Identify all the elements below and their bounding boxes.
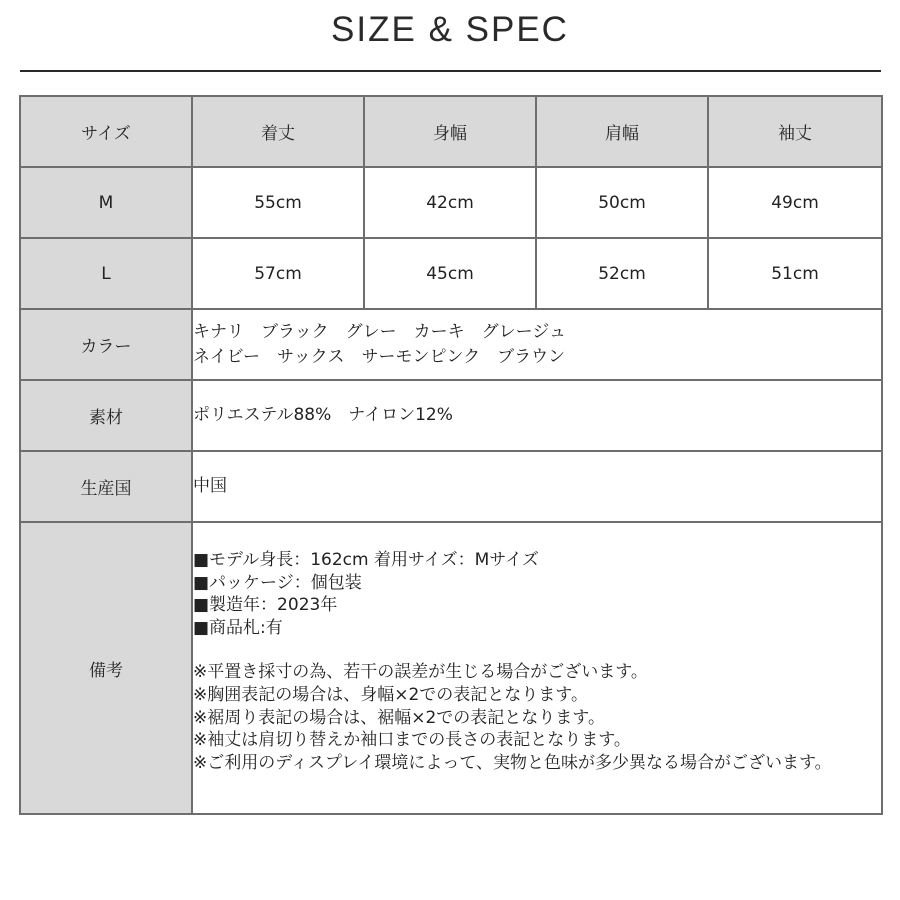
- width-value-cell: 45cm: [364, 238, 536, 309]
- width-header-cell: 身幅: [364, 96, 536, 167]
- origin-value-cell: 中国: [192, 451, 882, 522]
- sleeve-value-cell: 51cm: [708, 238, 882, 309]
- info-line: ■モデル身長：162cm 着用サイズ：Mサイズ: [193, 550, 539, 570]
- origin-label-cell: 生産国: [20, 451, 192, 522]
- title-divider: [20, 70, 881, 72]
- info-line: ■商品札:有: [193, 617, 283, 638]
- remark-line: ※袖丈は肩切り替えか袖口までの長さの表記となります。: [193, 730, 631, 751]
- size-row-m: [20, 167, 882, 238]
- remark-line: ※胸囲表記の場合は、身幅×2での表記となります。: [193, 684, 588, 705]
- remark-line: ※ご利用のディスプレイ環境によって、実物と色味が多少異なる場合がございます。: [193, 752, 832, 773]
- sleeve-header-cell: 袖丈: [708, 96, 882, 167]
- shoulder-value-cell: 52cm: [536, 238, 708, 309]
- sleeve-value-cell: 49cm: [708, 167, 882, 238]
- size-header-cell: サイズ: [20, 96, 192, 167]
- width-value-cell: 42cm: [364, 167, 536, 238]
- length-value-cell: 57cm: [192, 238, 364, 309]
- product-info-list: [193, 549, 881, 639]
- page-title: SIZE & SPEC: [331, 10, 569, 49]
- size-row-l: [20, 238, 882, 309]
- info-line: ■製造年：2023年: [193, 595, 338, 616]
- size-label-cell: M: [20, 167, 192, 238]
- color-label-cell: カラー: [20, 309, 192, 380]
- length-header-cell: 着丈: [192, 96, 364, 167]
- remark-line: ※平置き採寸の為、若干の誤差が生じる場合がございます。: [193, 662, 648, 683]
- notes-row: [20, 522, 882, 814]
- shoulder-value-cell: 50cm: [536, 167, 708, 238]
- material-row: [20, 380, 882, 451]
- color-row: [20, 309, 882, 380]
- color-value-cell: [192, 309, 882, 380]
- material-label-cell: 素材: [20, 380, 192, 451]
- size-label-cell: L: [20, 238, 192, 309]
- shoulder-header-cell: 肩幅: [536, 96, 708, 167]
- color-line: ネイビー サックス サーモンピンク ブラウン: [193, 346, 566, 367]
- notes-value-cell: [192, 522, 882, 814]
- color-line: キナリ ブラック グレー カーキ グレージュ: [193, 321, 566, 342]
- notes-label-cell: 備考: [20, 522, 192, 814]
- info-line: ■パッケージ：個包装: [193, 572, 362, 593]
- remark-line: ※裾周り表記の場合は、裾幅×2での表記となります。: [193, 707, 605, 728]
- spec-table: [19, 95, 883, 815]
- material-value-cell: ポリエステル88% ナイロン12%: [192, 380, 882, 451]
- length-value-cell: 55cm: [192, 167, 364, 238]
- origin-row: [20, 451, 882, 522]
- size-header-row: [20, 96, 882, 167]
- remarks-list: [193, 661, 881, 774]
